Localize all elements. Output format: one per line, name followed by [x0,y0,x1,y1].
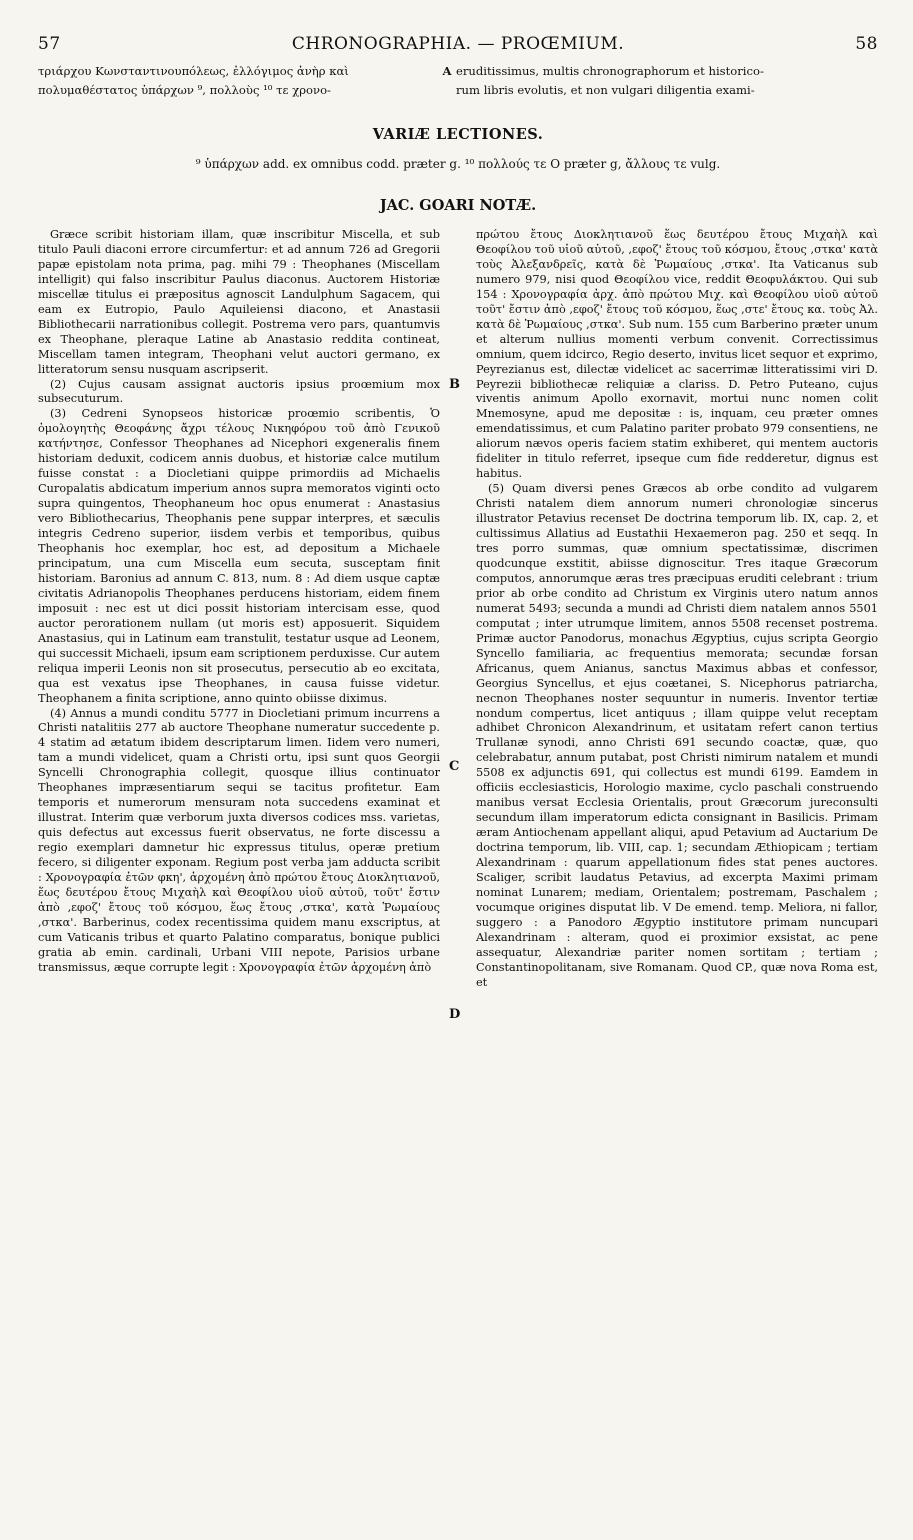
margin-letter-d: D [449,1007,461,1022]
left-page-number: 57 [38,34,61,54]
document-page [38,34,878,1524]
notes-title: JAC. GOARI NOTÆ. [379,197,537,214]
note-paragraph: (3) Cedreni Synopseos historicæ proœmio scribentis, Ὁ ὁμολογητὴς Θεοφάνης ἄχρι τέλους Νικηφόρου τοῦ ἀπὸ Γενικοῦ κατήντησε, Confessor Theophanes ad Nicephori exgeneralis finem historiam deduxit, codicem annis duobus, et historiæ calce mutilum fuisse constat : a Diocletiani quippe primordiis ad Michaelis Curopalatis abdicatum imperium annos supra memoratos viginti octo supra quingentos, Theophaneum hoc opus enumerat : Anastasius vero Bibliothecarius, Theophanis pene suppar interpres, et sæculis integris Cedreno superior, iisdem verbis et temporibus, quibus Theophanis hoc exemplar, hoc est, ad depositum a Michaele principatum, una cum Miscella eum secuta, susceptam finit historiam. Baronius ad annum C. 813, num. 8 : Ad diem usque captæ civitatis Adrianopolis Theophanes perducens historiam, eidem finem imposuit : nec est ut dici possit historiam intercisam esse, quod auctor perorationem nullam (ut moris est) apposuerit. Siquidem Anastasius, qui in Latinum eam transtulit, testatur usque ad Leonem, qui successit Michaeli, ipsum eam scriptionem perduxisse. Cur autem reliqua imperii Leonis non sit prosecutus, persecutio ab eo excitata, qua est vexatus ipse Theophanes, in causa fuisse videtur. Theophanem a finita scriptione, anno quinto obiisse diximus. [38,407,440,705]
left-column [38,228,440,991]
intro-right-line: eruditissimus, multis chronographorum et historico- [456,64,764,78]
margin-letter-a: A [442,64,452,78]
variae-lectiones-text: ⁹ ὑπάρχων add. ex omnibus codd. præter g. ¹⁰ πολλούς τε O præter g, ἄλλους τε vulg. [195,157,721,171]
note-paragraph: (5) Quam diversi penes Græcos ab orbe condito ad vulgarem Christi natalem diem annorum numeri chronologiæ sincerus illustrator Petavius recenset De doctrina temporum lib. IX, cap. 2, et cultissimus Allatius ad Eustathii Hexaemeron pag. 250 et seqq. In tres porro summas, quæ omnium spectatissimæ, discrimen quodcunque exstitit, abiisse dignoscitur. Tres itaque Græcorum computos, annorumque æras tres præcipuas eruditi celebrant : trium prior ab orbe condito ad Christum ex Virginis utero natum annos numerat 5493; secunda a mundi ad Christi diem natalem annos 5501 computat ; inter utrumque limitem, annos 5508 recenset postrema. Primæ auctor Panodorus, monachus Ægyptius, cujus scripta Georgio Syncello familiaria, ac frequentius memorata; secundæ forsan Africanus, quem Anianus, sanctus Maximus abbas et confessor, Georgius Syncellus, et ejus coætanei, S. Nicephorus patriarcha, necnon Theophanes noster sequuntur in numeris. Inventor tertiæ nondum compertus, licet antiquus ; illam quippe velut receptam adhibet Chronicon Alexandrinum, et usitatam refert canon tertius Trullanæ synodi, anno Christi 691 secundo coactæ, quæ, quo celebrabatur, annum putabat, post Christi nimirum natalem et mundi 5508 ex adjunctis 691, qui collectus est mundi 6199. Eamdem in officiis ecclesiasticis, Horologio maxime, cyclo paschali construendo manibus versat Ecclesia Orientalis, prout Græcorum jureconsulti secundum illam imperatorum edicta consignant in Basilicis. Primam æram Antiochenam appellant aliqui, apud Petavium ad Auctarium De doctrina temporum, lib. VIII, cap. 1; secundam Æthiopicam ; tertiam Alexandrinam : quarum appellationum fides stat penes auctores. Scaliger, scribit laudatus Petavius, ad excerpta Maximi primam nominat Lunarem; mediam, Orientalem; postremam, Paschalem ; vocumque origines disputat lib. V De emend. temp. Meliora, ni fallor, suggero : a Panodoro Ægyptio institutore primam nuncupari Alexandrinam : alteram, quod ei proximior exsistat, ac pene assequatur, Alexandriæ pariter nomen sortitam ; tertiam ; Constantinopolitanam, sive Romanam. Quod CP., quæ nova Roma est, et [476,482,878,989]
margin-letter-b: B [449,377,460,392]
variae-lectiones-title: VARIÆ LECTIONES. [372,126,544,143]
intro-left-line: τριάρχου Κωνσταντινουπόλεως, ἐλλόγιμος ἀνὴρ καὶ [38,64,349,78]
intro-text [38,62,878,100]
note-paragraph: (4) Annus a mundi conditu 5777 in Diocletiani primum incurrens a Christi natalitiis 277 ab auctore Theophane numeratur succedente p. 4 statim ad ætatum ibidem descriptarum limen. Iidem vero numeri, tam a mundi videlicet, quam a Christi ortu, ipsi sunt quos Georgii Syncelli Chronographia collegit, quosque illius continuator Theophanes impræsentiarum sequi se tacitus profitetur. Eam temporis et numerorum mensuram nota succedens examinat et illustrat. Interim quæ verborum juxta diversos codices mss. varietas, quis defectus aut excessus fuerit observatus, ne forte discessu a regio exemplari damnetur hic expressus titulus, operæ pretium fecero, si diligenter exponam. Regium post verba jam adducta scribit : Χρονογραφία ἐτῶν φκη', ἀρχομένη ἀπὸ πρώτου ἔτους Διοκλητιανοῦ, ἕως δευτέρου ἔτους Μιχαὴλ καὶ Θεοφίλου υἱοῦ αὐτοῦ, τοῦτ' ἔστιν ἀπὸ ,εφοζ' ἔτους τοῦ κόσμου, ἕως ἔτους ,στκα', κατὰ Ῥωμαίους ,στκα'. Barberinus, codex recentissima quidem manu exscriptus, at cum Vaticanis tribus et quarto Palatino comparatus, bonique publici gratia ab emin. cardinali, Urbani VIII nepote, Parisios urbane transmissus, æque corrupte legit : Χρονογραφία ἐτῶν ἀρχομένη ἀπὸ [38,706,440,974]
right-column [476,228,878,991]
intro-right-line: rum libris evolutis, et non vulgari diligentia exami- [456,83,755,97]
note-paragraph: Græce scribit historiam illam, quæ inscribitur Miscella, et sub titulo Pauli diaconi errore circumfertur: et ad annum 726 ad Gregorii papæ epistolam nota prima, pag. mihi 79 : Theophanes (Miscellam intelligit) qui falso inscribitur Paulus diaconus. Auctorem Historiæ miscellæ titulus ei præpositus agnoscit Landulphum Sagacem, qui eam ex Eutropio, Paulo Aquileiensi diacono, et Anastasii Bibliothecarii narrationibus collegit. Postrema vero pars, quantumvis ex Theophane, pleraque Latine ab Anastasio reddita contineat, Miscellam tamen integram, Theophani velut auctori germano, ex litteratorum sensu nusquam ascripserit. [38,228,440,376]
note-paragraph: πρώτου ἔτους Διοκλητιανοῦ ἕως δευτέρου ἔτους Μιχαὴλ καὶ Θεοφίλου τοῦ υἱοῦ αὐτοῦ, ,εφοζ' ἔτους τοῦ κόσμου, ἔτους ,στκα' κατὰ τοὺς Ἀλεξανδρεῖς, κατὰ δὲ Ῥωμαίους ,στκα'. Ita Vaticanus sub numero 979, nisi quod Θεοφίλου vice, reddit Θεοφυλάκτου. Qui sub 154 : Χρονογραφία ἀρχ. ἀπὸ πρώτου Μιχ. καὶ Θεοφίλου υἱοῦ αὐτοῦ τοῦτ' ἔστιν ἀπὸ ,εφοζ' ἔτους τοῦ κόσμου, ἕως ,στε' ἔτους κα. τοὺς Ἀλ. κατὰ δὲ Ῥωμαίους ,στκα'. Sub num. 155 cum Barberino præter unum et alterum nullius momenti verbum convenit. Correctissimus omnium, quem idcirco, Regio deserto, invitus licet sequor et exprimo, Peyrezianus est, dilectæ videlicet ac sacerrimæ litteratissimi viri D. Peyrezii bibliothecæ reliquiæ a clariss. D. Petro Puteano, cujus viventis animum Apollo exornavit, mortui nunc nomen colit Mnemosyne, apud me depositæ : is, inquam, ceu præter omnes emendatissimus, et cum Palatino pariter probato 979 consentiens, ne aliorum nævos operis faciem statim exhiberet, qui mentem auctoris fideliter in titulo referret, ipseque cum fide redderetur, dignus est habitus. [476,228,878,481]
running-title: CHRONOGRAPHIA. — PROŒMIUM. [291,34,625,54]
note-paragraph: (2) Cujus causam assignat auctoris ipsius proœmium mox subsecuturum. [38,377,440,406]
notes-columns [38,228,878,1022]
margin-letter-c: C [449,759,460,774]
intro-left-line: πολυμαθέστατος ὑπάρχων ⁹, πολλοὺς ¹⁰ τε χρονο- [38,83,331,97]
right-page-number: 58 [855,34,878,54]
running-header [38,34,878,60]
